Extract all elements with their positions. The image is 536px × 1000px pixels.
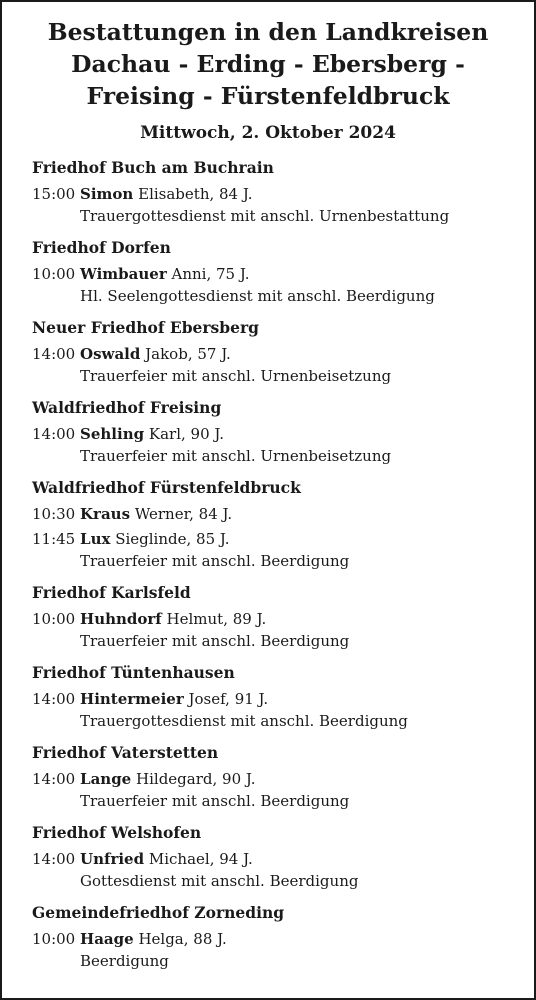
cemetery-section xyxy=(32,902,534,972)
deceased-details: Josef, 91 J. xyxy=(188,690,269,708)
cemetery-name: Neuer Friedhof Ebersberg xyxy=(32,318,259,337)
deceased-details: Helga, 88 J. xyxy=(138,930,227,948)
cemetery-section xyxy=(32,237,534,307)
burial-time: 10:00 xyxy=(32,930,76,948)
deceased-details: Michael, 94 J. xyxy=(148,850,253,868)
cemetery-name: Friedhof Dorfen xyxy=(32,238,171,257)
entry-line xyxy=(32,848,534,870)
deceased-details: Anni, 75 J. xyxy=(171,265,250,283)
cemetery-section xyxy=(32,662,534,732)
cemetery-name: Friedhof Tüntenhausen xyxy=(32,663,235,682)
service-type: Beerdigung xyxy=(80,952,169,970)
entry-line xyxy=(32,263,534,285)
title-line: Dachau - Erding - Ebersberg - xyxy=(71,50,465,78)
burial-entry xyxy=(32,423,534,467)
title-line: Freising - Fürstenfeldbruck xyxy=(86,82,450,110)
service-type: Trauerfeier mit anschl. Beerdigung xyxy=(80,792,350,810)
burial-entry xyxy=(32,928,534,972)
deceased-surname: Huhndorf xyxy=(80,610,162,628)
deceased-surname: Wimbauer xyxy=(80,265,167,283)
service-type: Trauergottesdienst mit anschl. Beerdigung xyxy=(80,712,408,730)
entry-line xyxy=(32,183,534,205)
burial-time: 14:00 xyxy=(32,770,76,788)
deceased-surname: Unfried xyxy=(80,850,145,868)
deceased-surname: Lux xyxy=(80,530,111,548)
cemetery-name: Friedhof Karlsfeld xyxy=(32,583,191,602)
burial-entry xyxy=(32,263,534,307)
entry-line xyxy=(32,503,534,525)
service-type: Gottesdienst mit anschl. Beerdigung xyxy=(80,872,359,890)
burial-entry xyxy=(32,503,534,525)
entry-line xyxy=(32,608,534,630)
burial-time: 10:00 xyxy=(32,265,76,283)
cemetery-name: Friedhof Buch am Buchrain xyxy=(32,158,274,177)
burial-entry xyxy=(32,848,534,892)
entry-line xyxy=(32,688,534,710)
notice-date: Mittwoch, 2. Oktober 2024 xyxy=(140,123,396,143)
deceased-surname: Kraus xyxy=(80,505,131,523)
cemetery-name: Friedhof Welshofen xyxy=(32,823,202,842)
burial-entry xyxy=(32,768,534,812)
burial-entry xyxy=(32,183,534,227)
burial-time: 14:00 xyxy=(32,850,76,868)
deceased-details: Elisabeth, 84 J. xyxy=(138,185,253,203)
cemetery-list xyxy=(32,157,534,972)
cemetery-section xyxy=(32,397,534,467)
deceased-surname: Lange xyxy=(80,770,132,788)
deceased-surname: Hintermeier xyxy=(80,690,184,708)
deceased-details: Jakob, 57 J. xyxy=(145,345,231,363)
deceased-details: Sieglinde, 85 J. xyxy=(115,530,230,548)
deceased-surname: Oswald xyxy=(80,345,141,363)
burial-time: 14:00 xyxy=(32,425,76,443)
cemetery-section xyxy=(32,822,534,892)
deceased-details: Werner, 84 J. xyxy=(134,505,233,523)
burial-time: 11:45 xyxy=(32,530,76,548)
service-type: Trauergottesdienst mit anschl. Urnenbestattung xyxy=(80,207,450,225)
notice-title xyxy=(2,16,534,112)
cemetery-name: Waldfriedhof Freising xyxy=(32,398,222,417)
burial-entry xyxy=(32,528,534,572)
deceased-details: Karl, 90 J. xyxy=(148,425,224,443)
burial-time: 14:00 xyxy=(32,690,76,708)
service-type: Hl. Seelengottesdienst mit anschl. Beerdigung xyxy=(80,287,435,305)
burial-entry xyxy=(32,343,534,387)
cemetery-section xyxy=(32,742,534,812)
burial-time: 10:30 xyxy=(32,505,76,523)
cemetery-section xyxy=(32,582,534,652)
entry-line xyxy=(32,768,534,790)
entry-line xyxy=(32,423,534,445)
deceased-details: Hildegard, 90 J. xyxy=(136,770,256,788)
service-type: Trauerfeier mit anschl. Urnenbeisetzung xyxy=(80,367,392,385)
deceased-surname: Simon xyxy=(80,185,134,203)
burial-time: 10:00 xyxy=(32,610,76,628)
service-type: Trauerfeier mit anschl. Beerdigung xyxy=(80,632,350,650)
cemetery-name: Waldfriedhof Fürstenfeldbruck xyxy=(32,478,301,497)
entry-line xyxy=(32,928,534,950)
service-type: Trauerfeier mit anschl. Beerdigung xyxy=(80,552,350,570)
title-line: Bestattungen in den Landkreisen xyxy=(47,18,489,46)
service-type: Trauerfeier mit anschl. Urnenbeisetzung xyxy=(80,447,392,465)
entry-line xyxy=(32,343,534,365)
deceased-surname: Sehling xyxy=(80,425,145,443)
burial-time: 15:00 xyxy=(32,185,76,203)
deceased-details: Helmut, 89 J. xyxy=(166,610,267,628)
burial-time: 14:00 xyxy=(32,345,76,363)
cemetery-section xyxy=(32,157,534,227)
burial-entry xyxy=(32,688,534,732)
burial-entry xyxy=(32,608,534,652)
cemetery-name: Friedhof Vaterstetten xyxy=(32,743,219,762)
cemetery-section xyxy=(32,317,534,387)
deceased-surname: Haage xyxy=(80,930,134,948)
entry-line xyxy=(32,528,534,550)
cemetery-name: Gemeindefriedhof Zorneding xyxy=(32,903,285,922)
cemetery-section xyxy=(32,477,534,572)
